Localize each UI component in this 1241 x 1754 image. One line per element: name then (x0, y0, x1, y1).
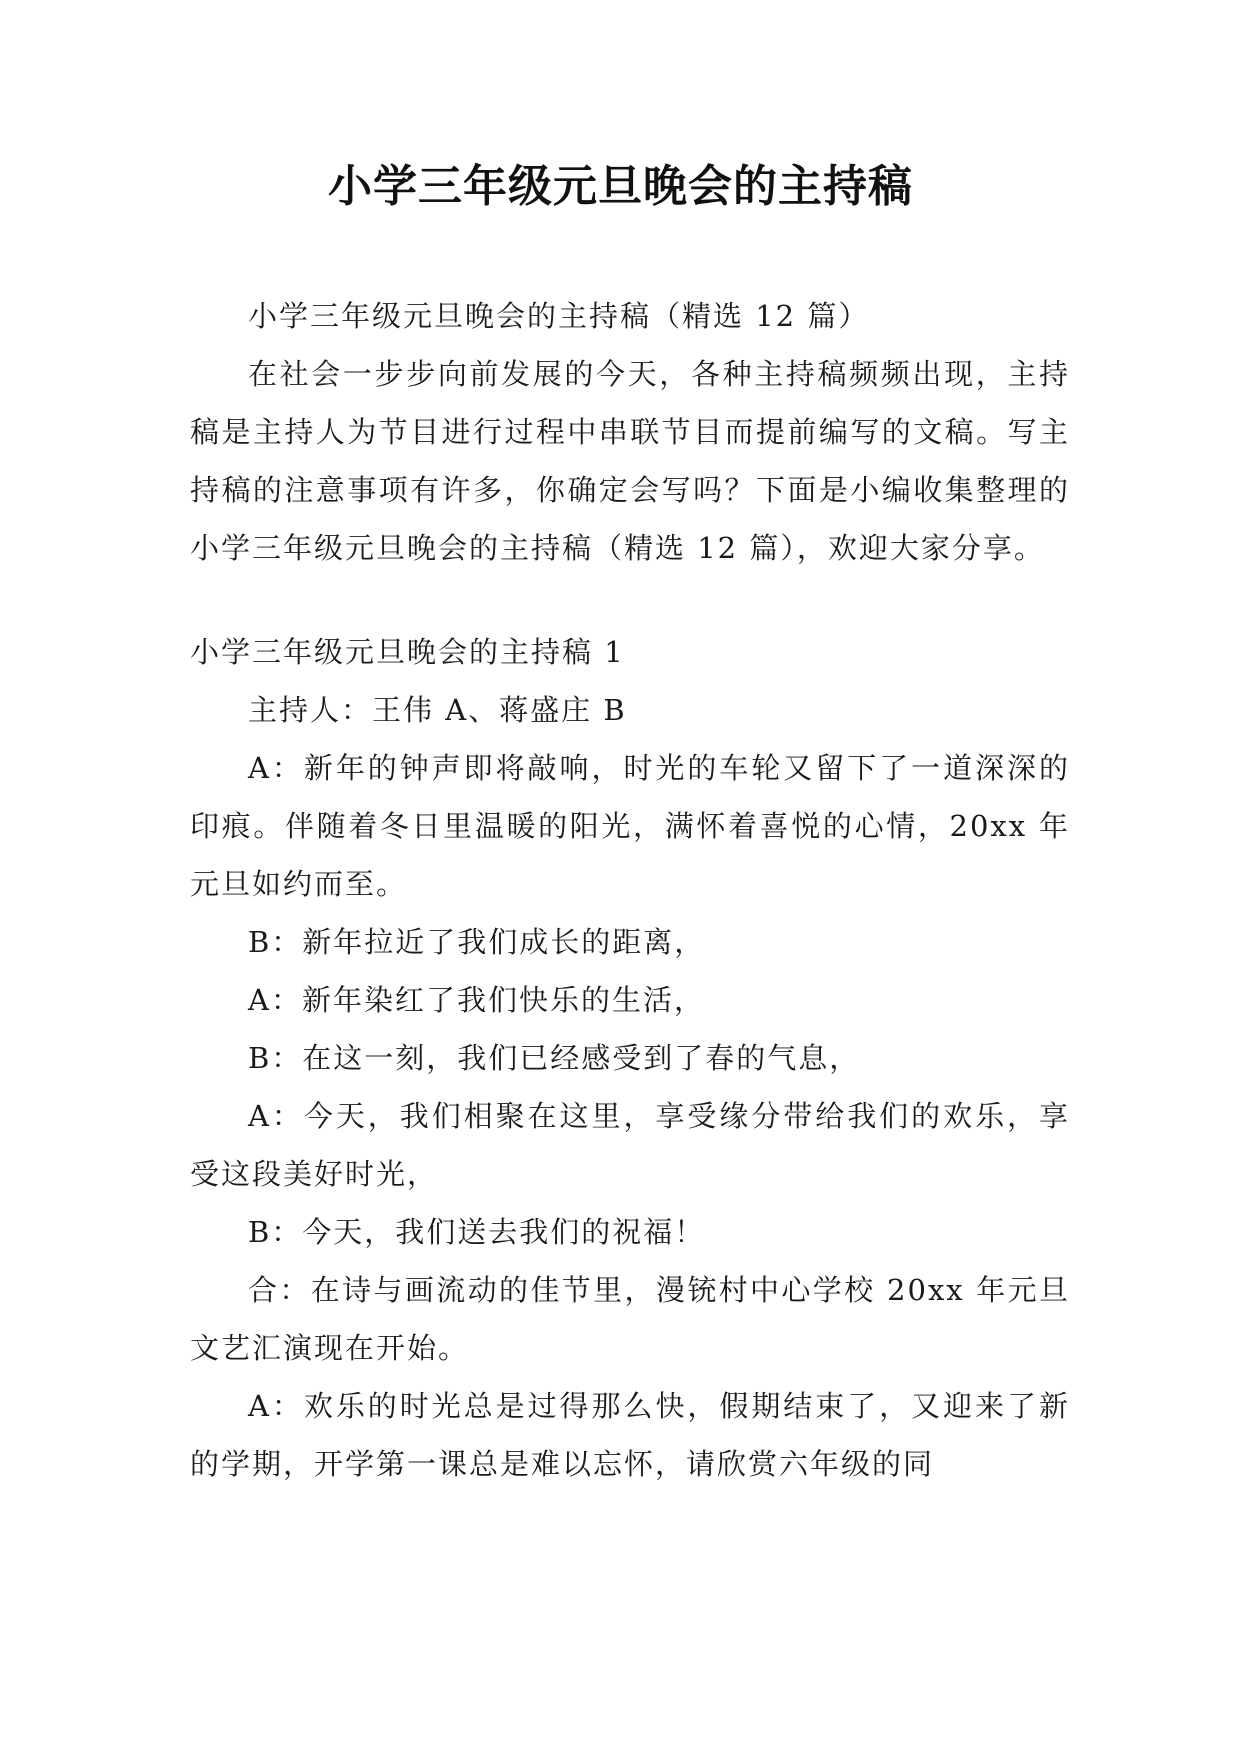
script-line: B：新年拉近了我们成长的距离， (248, 925, 706, 959)
section-spacer (190, 577, 1070, 623)
script-line: B：今天，我们送去我们的祝福！ (248, 1215, 706, 1249)
script-line: A：新年染红了我们快乐的生活， (248, 983, 705, 1017)
host-names: 主持人：王伟 A、蒋盛庄 B (248, 693, 627, 727)
script-line: A：今天，我们相聚在这里，享受缘分带给我们的欢乐，享受这段美好时光， (190, 1099, 1070, 1191)
script-line: 合：在诗与画流动的佳节里，漫铳村中心学校 20xx 年元旦文艺汇演现在开始。 (190, 1273, 1070, 1365)
document-body (190, 287, 1070, 1493)
section-heading: 小学三年级元旦晚会的主持稿 1 (190, 635, 625, 669)
intro-subtitle: 小学三年级元旦晚会的主持稿（精选 12 篇） (248, 299, 870, 333)
intro-paragraph: 在社会一步步向前发展的今天，各种主持稿频频出现，主持稿是主持人为节目进行过程中串联节目而提前编写的文稿。写主持稿的注意事项有许多，你确定会写吗？下面是小编收集整理的小学三年级元旦晚会的主持稿（精选 12 篇），欢迎大家分享。 (190, 357, 1070, 565)
script-line: A：欢乐的时光总是过得那么快，假期结束了，又迎来了新的学期，开学第一课总是难以忘怀，请欣赏六年级的同 (190, 1389, 1070, 1481)
script-line: A：新年的钟声即将敲响，时光的车轮又留下了一道深深的印痕。伴随着冬日里温暖的阳光，满怀着喜悦的心情，20xx 年元旦如约而至。 (190, 751, 1070, 901)
script-line: B：在这一刻，我们已经感受到了春的气息， (248, 1041, 861, 1075)
document-title: 小学三年级元旦晚会的主持稿 (328, 161, 913, 212)
